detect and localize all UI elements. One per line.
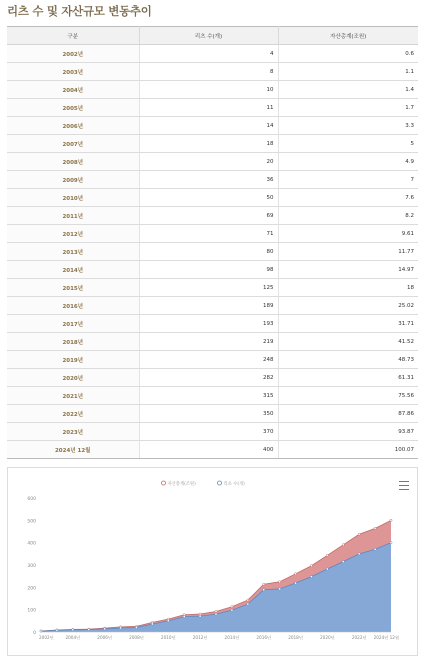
table-row — [7, 369, 418, 387]
year-cell: 2003년 — [7, 63, 139, 81]
data-point-reits-count — [342, 561, 344, 563]
reits-count-cell: 125 — [139, 279, 278, 297]
table-row — [7, 261, 418, 279]
total-assets-cell: 31.71 — [278, 315, 418, 333]
year-cell: 2010년 — [7, 189, 139, 207]
year-cell: 2006년 — [7, 117, 139, 135]
year-cell: 2007년 — [7, 135, 139, 153]
year-cell: 2005년 — [7, 99, 139, 117]
reits-count-cell: 20 — [139, 153, 278, 171]
data-point-total-assets — [358, 533, 360, 535]
data-point-reits-count — [167, 620, 169, 622]
year-cell: 2017년 — [7, 315, 139, 333]
total-assets-cell: 8.2 — [278, 207, 418, 225]
reits-count-cell: 282 — [139, 369, 278, 387]
data-point-reits-count — [358, 553, 360, 555]
x-tick-label: 2010년 — [160, 635, 176, 640]
data-point-total-assets — [231, 606, 233, 608]
reits-count-cell: 11 — [139, 99, 278, 117]
total-assets-cell: 25.02 — [278, 297, 418, 315]
total-assets-cell: 61.31 — [278, 369, 418, 387]
reits-table — [7, 26, 418, 459]
total-assets-cell: 4.9 — [278, 153, 418, 171]
reits-count-cell: 248 — [139, 351, 278, 369]
reits-count-cell: 14 — [139, 117, 278, 135]
reits-count-cell: 350 — [139, 405, 278, 423]
year-cell: 2024년 12월 — [7, 441, 139, 459]
total-assets-cell: 75.56 — [278, 387, 418, 405]
table-row — [7, 189, 418, 207]
data-point-reits-count — [88, 628, 90, 630]
year-cell: 2015년 — [7, 279, 139, 297]
data-point-total-assets — [279, 581, 281, 583]
x-tick-label: 2008년 — [129, 635, 144, 640]
x-tick-label: 2016년 — [256, 635, 272, 640]
column-header-total-assets: 자산총계(조원) — [278, 27, 418, 45]
reits-count-cell: 71 — [139, 225, 278, 243]
data-point-total-assets — [294, 573, 296, 575]
x-tick-label: 2020년 — [320, 635, 335, 640]
page-title: 리츠 수 및 자산규모 변동추이 — [7, 4, 152, 18]
data-point-reits-count — [294, 582, 296, 584]
reits-count-cell: 69 — [139, 207, 278, 225]
data-point-total-assets — [263, 583, 265, 585]
table-row — [7, 315, 418, 333]
legend-label-total-assets: 자산총계(조원) — [167, 482, 196, 487]
table-row — [7, 135, 418, 153]
data-point-reits-count — [326, 568, 328, 570]
legend-marker-reits-count — [218, 481, 222, 485]
reits-count-cell: 10 — [139, 81, 278, 99]
reits-count-cell: 50 — [139, 189, 278, 207]
reits-count-cell: 8 — [139, 63, 278, 81]
year-cell: 2020년 — [7, 369, 139, 387]
table-row — [7, 243, 418, 261]
year-cell: 2014년 — [7, 261, 139, 279]
data-point-reits-count — [104, 628, 106, 630]
x-tick-label: 2024년 12월 — [373, 635, 399, 640]
x-tick-label: 2018년 — [288, 635, 303, 640]
total-assets-cell: 48.73 — [278, 351, 418, 369]
y-tick-label: 0 — [33, 631, 36, 636]
year-cell: 2008년 — [7, 153, 139, 171]
year-cell: 2011년 — [7, 207, 139, 225]
x-tick-label: 2006년 — [97, 635, 112, 640]
year-cell: 2022년 — [7, 405, 139, 423]
total-assets-cell: 7 — [278, 171, 418, 189]
total-assets-cell: 0.6 — [278, 45, 418, 63]
legend-marker-total-assets — [162, 481, 166, 485]
year-cell: 2002년 — [7, 45, 139, 63]
total-assets-cell: 1.4 — [278, 81, 418, 99]
table-row — [7, 99, 418, 117]
data-point-reits-count — [215, 613, 217, 615]
table-row — [7, 117, 418, 135]
reits-count-cell: 189 — [139, 297, 278, 315]
total-assets-cell: 3.3 — [278, 117, 418, 135]
reits-count-cell: 4 — [139, 45, 278, 63]
total-assets-cell: 93.87 — [278, 423, 418, 441]
table-row — [7, 405, 418, 423]
data-point-reits-count — [279, 588, 281, 590]
year-cell: 2009년 — [7, 171, 139, 189]
table-row — [7, 351, 418, 369]
reits-count-cell: 36 — [139, 171, 278, 189]
year-cell: 2012년 — [7, 225, 139, 243]
column-header-category: 구분 — [7, 27, 139, 45]
table-row — [7, 171, 418, 189]
table-row — [7, 81, 418, 99]
data-point-reits-count — [374, 548, 376, 550]
data-point-reits-count — [135, 626, 137, 628]
x-tick-label: 2014년 — [224, 635, 240, 640]
table-row — [7, 441, 418, 459]
data-point-total-assets — [215, 610, 217, 612]
reits-count-cell: 315 — [139, 387, 278, 405]
reits-count-cell: 219 — [139, 333, 278, 351]
legend-label-reits-count: 리츠 수(개) — [223, 482, 245, 487]
table-row — [7, 297, 418, 315]
chart-menu-icon[interactable] — [399, 481, 409, 490]
reits-count-cell: 80 — [139, 243, 278, 261]
y-tick-label: 500 — [27, 519, 36, 525]
data-point-reits-count — [199, 615, 201, 617]
y-tick-label: 100 — [27, 608, 36, 614]
year-cell: 2018년 — [7, 333, 139, 351]
year-cell: 2023년 — [7, 423, 139, 441]
table-row — [7, 279, 418, 297]
data-point-total-assets — [374, 527, 376, 529]
data-point-total-assets — [342, 544, 344, 546]
table-header-row — [7, 27, 418, 45]
table-row — [7, 45, 418, 63]
data-point-reits-count — [56, 629, 58, 631]
x-tick-label: 2002년 — [39, 635, 54, 640]
total-assets-cell: 18 — [278, 279, 418, 297]
x-tick-label: 2022년 — [351, 635, 367, 640]
data-point-reits-count — [119, 627, 121, 629]
y-tick-label: 300 — [27, 564, 36, 569]
reits-count-cell: 98 — [139, 261, 278, 279]
reits-count-cell: 18 — [139, 135, 278, 153]
chart-container — [7, 467, 418, 656]
data-point-total-assets — [310, 565, 312, 567]
table-row — [7, 333, 418, 351]
total-assets-cell: 87.86 — [278, 405, 418, 423]
table-row — [7, 387, 418, 405]
table-row — [7, 423, 418, 441]
total-assets-cell: 5 — [278, 135, 418, 153]
data-point-reits-count — [390, 542, 392, 544]
reits-count-cell: 193 — [139, 315, 278, 333]
data-point-reits-count — [151, 623, 153, 625]
table-row — [7, 207, 418, 225]
data-point-total-assets — [199, 613, 201, 615]
total-assets-cell: 100.07 — [278, 441, 418, 459]
total-assets-cell: 11.77 — [278, 243, 418, 261]
y-tick-label: 400 — [27, 541, 36, 547]
data-point-reits-count — [310, 576, 312, 578]
data-point-total-assets — [390, 519, 392, 521]
x-tick-label: 2004년 — [65, 635, 81, 640]
total-assets-cell: 1.1 — [278, 63, 418, 81]
year-cell: 2019년 — [7, 351, 139, 369]
total-assets-cell: 7.6 — [278, 189, 418, 207]
data-point-reits-count — [247, 603, 249, 605]
data-point-reits-count — [263, 589, 265, 591]
total-assets-cell: 14.97 — [278, 261, 418, 279]
data-point-reits-count — [183, 615, 185, 617]
table-row — [7, 63, 418, 81]
table-row — [7, 225, 418, 243]
data-point-total-assets — [247, 599, 249, 601]
year-cell: 2016년 — [7, 297, 139, 315]
year-cell: 2013년 — [7, 243, 139, 261]
y-tick-label: 600 — [27, 497, 36, 502]
total-assets-cell: 9.61 — [278, 225, 418, 243]
y-tick-label: 200 — [27, 586, 36, 592]
data-point-reits-count — [231, 609, 233, 611]
stacked-area-chart — [8, 468, 419, 657]
reits-count-cell: 400 — [139, 441, 278, 459]
data-point-total-assets — [326, 554, 328, 556]
year-cell: 2021년 — [7, 387, 139, 405]
total-assets-cell: 41.52 — [278, 333, 418, 351]
data-point-reits-count — [72, 629, 74, 631]
year-cell: 2004년 — [7, 81, 139, 99]
reits-count-cell: 370 — [139, 423, 278, 441]
total-assets-cell: 1.7 — [278, 99, 418, 117]
column-header-reits-count: 리츠 수(개) — [139, 27, 278, 45]
x-tick-label: 2012년 — [192, 635, 208, 640]
table-row — [7, 153, 418, 171]
